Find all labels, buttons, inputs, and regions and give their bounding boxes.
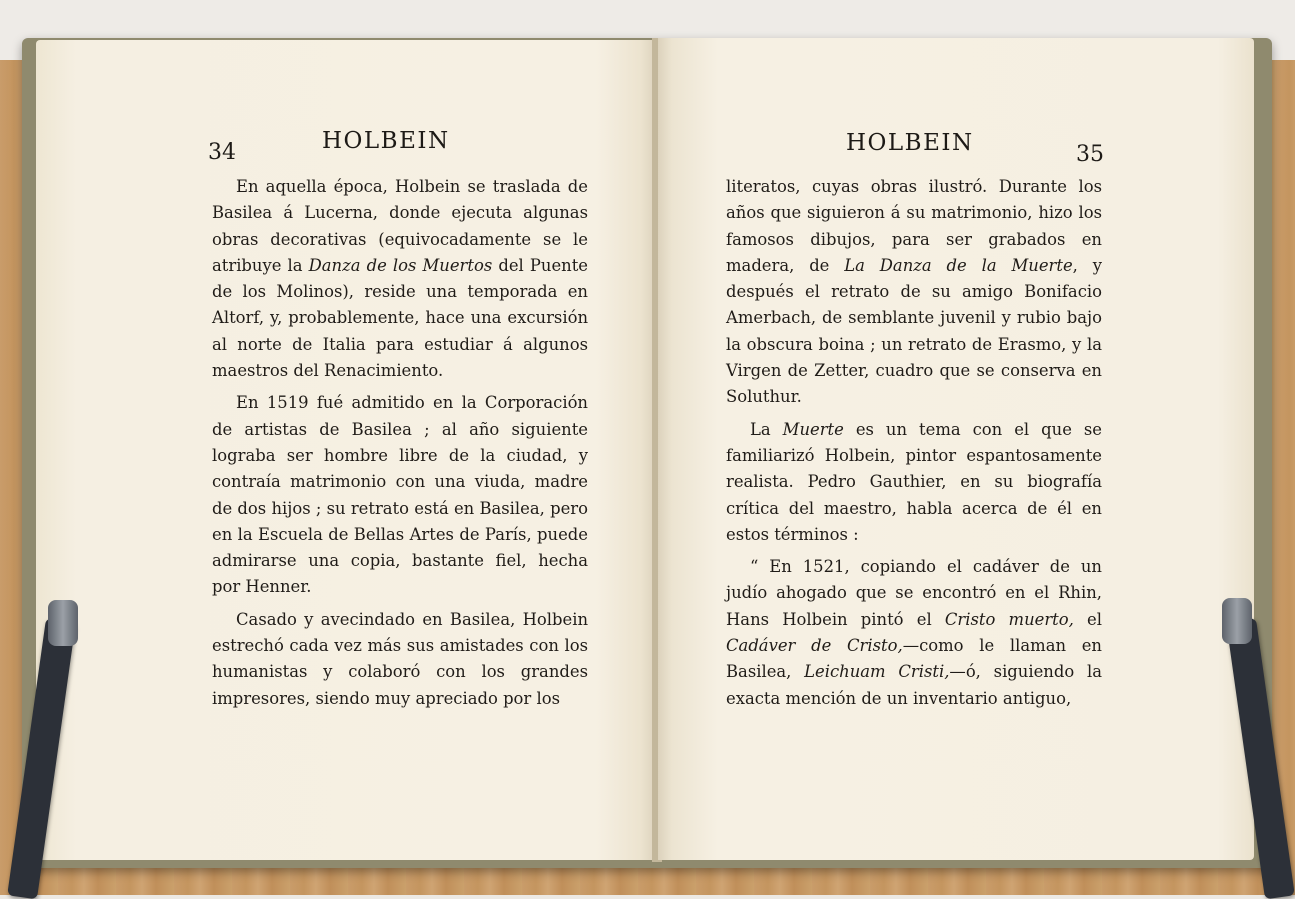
left-page (36, 40, 656, 860)
right-paragraph-3: “ En 1521, copiando el cadáver de un judío ahogado que se encontró en el Rhin, Hans Holbein pintó el Cristo muerto, el Cadáver de Cristo,—como le llaman en Basilea, Leichuam Cristi,—ó, siguiendo la exacta mención de un inventario antiguo, (726, 557, 1102, 708)
right-paragraph-1: literatos, cuyas obras ilustró. Durante los años que siguieron á su matrimonio, hizo los famosos dibujos, para ser grabados en madera, de La Danza de la Muerte, y después el retrato de su amigo Bonifacio Amerbach, de semblante juvenil y rubio bajo la obscura boina ; un retrato de Erasmo, y la Virgen de Zetter, cuadro que se conserva en Soluthur. (726, 177, 1102, 407)
left-running-head: HOLBEIN (322, 128, 450, 154)
left-page-number: 34 (208, 140, 236, 165)
left-page-text (212, 174, 588, 714)
left-paragraph-1: En aquella época, Holbein se traslada de Basilea á Lucerna, donde ejecuta algunas obras decorativas (equivocadamente se le atribuye la Danza de los Muertos del Puente de los Molinos), reside una temporada en Altorf, y, probablemente, hace una excursión al norte de Italia para estudiar á algunos maestros del Renacimiento. (212, 177, 588, 381)
left-clip-head (48, 600, 78, 646)
left-paragraph-3: Casado y avecindado en Basilea, Holbein estrechó cada vez más sus amistades con los humanistas y colaboró con los grandes impresores, siendo muy apreciado por los (212, 609, 588, 708)
right-running-head: HOLBEIN (846, 130, 974, 156)
right-page-number: 35 (1076, 142, 1104, 167)
right-page-text (726, 174, 1102, 714)
right-page (658, 38, 1254, 860)
right-paragraph-2: La Muerte es un tema con el que se familiarizó Holbein, pintor espantosamente realista. Pedro Gauthier, en su biografía crítica del maestro, habla acerca de él en estos términos : (726, 419, 1102, 544)
right-clip-head (1222, 598, 1252, 644)
left-paragraph-2: En 1519 fué admitido en la Corporación de artistas de Basilea ; al año siguiente lograba ser hombre libre de la ciudad, y contraía matrimonio con una viuda, madre de dos hijos ; su retrato está en Basilea, pero en la Escuela de Bellas Artes de París, puede admirarse una copia, bastante fiel, hecha por Henner. (212, 393, 588, 597)
